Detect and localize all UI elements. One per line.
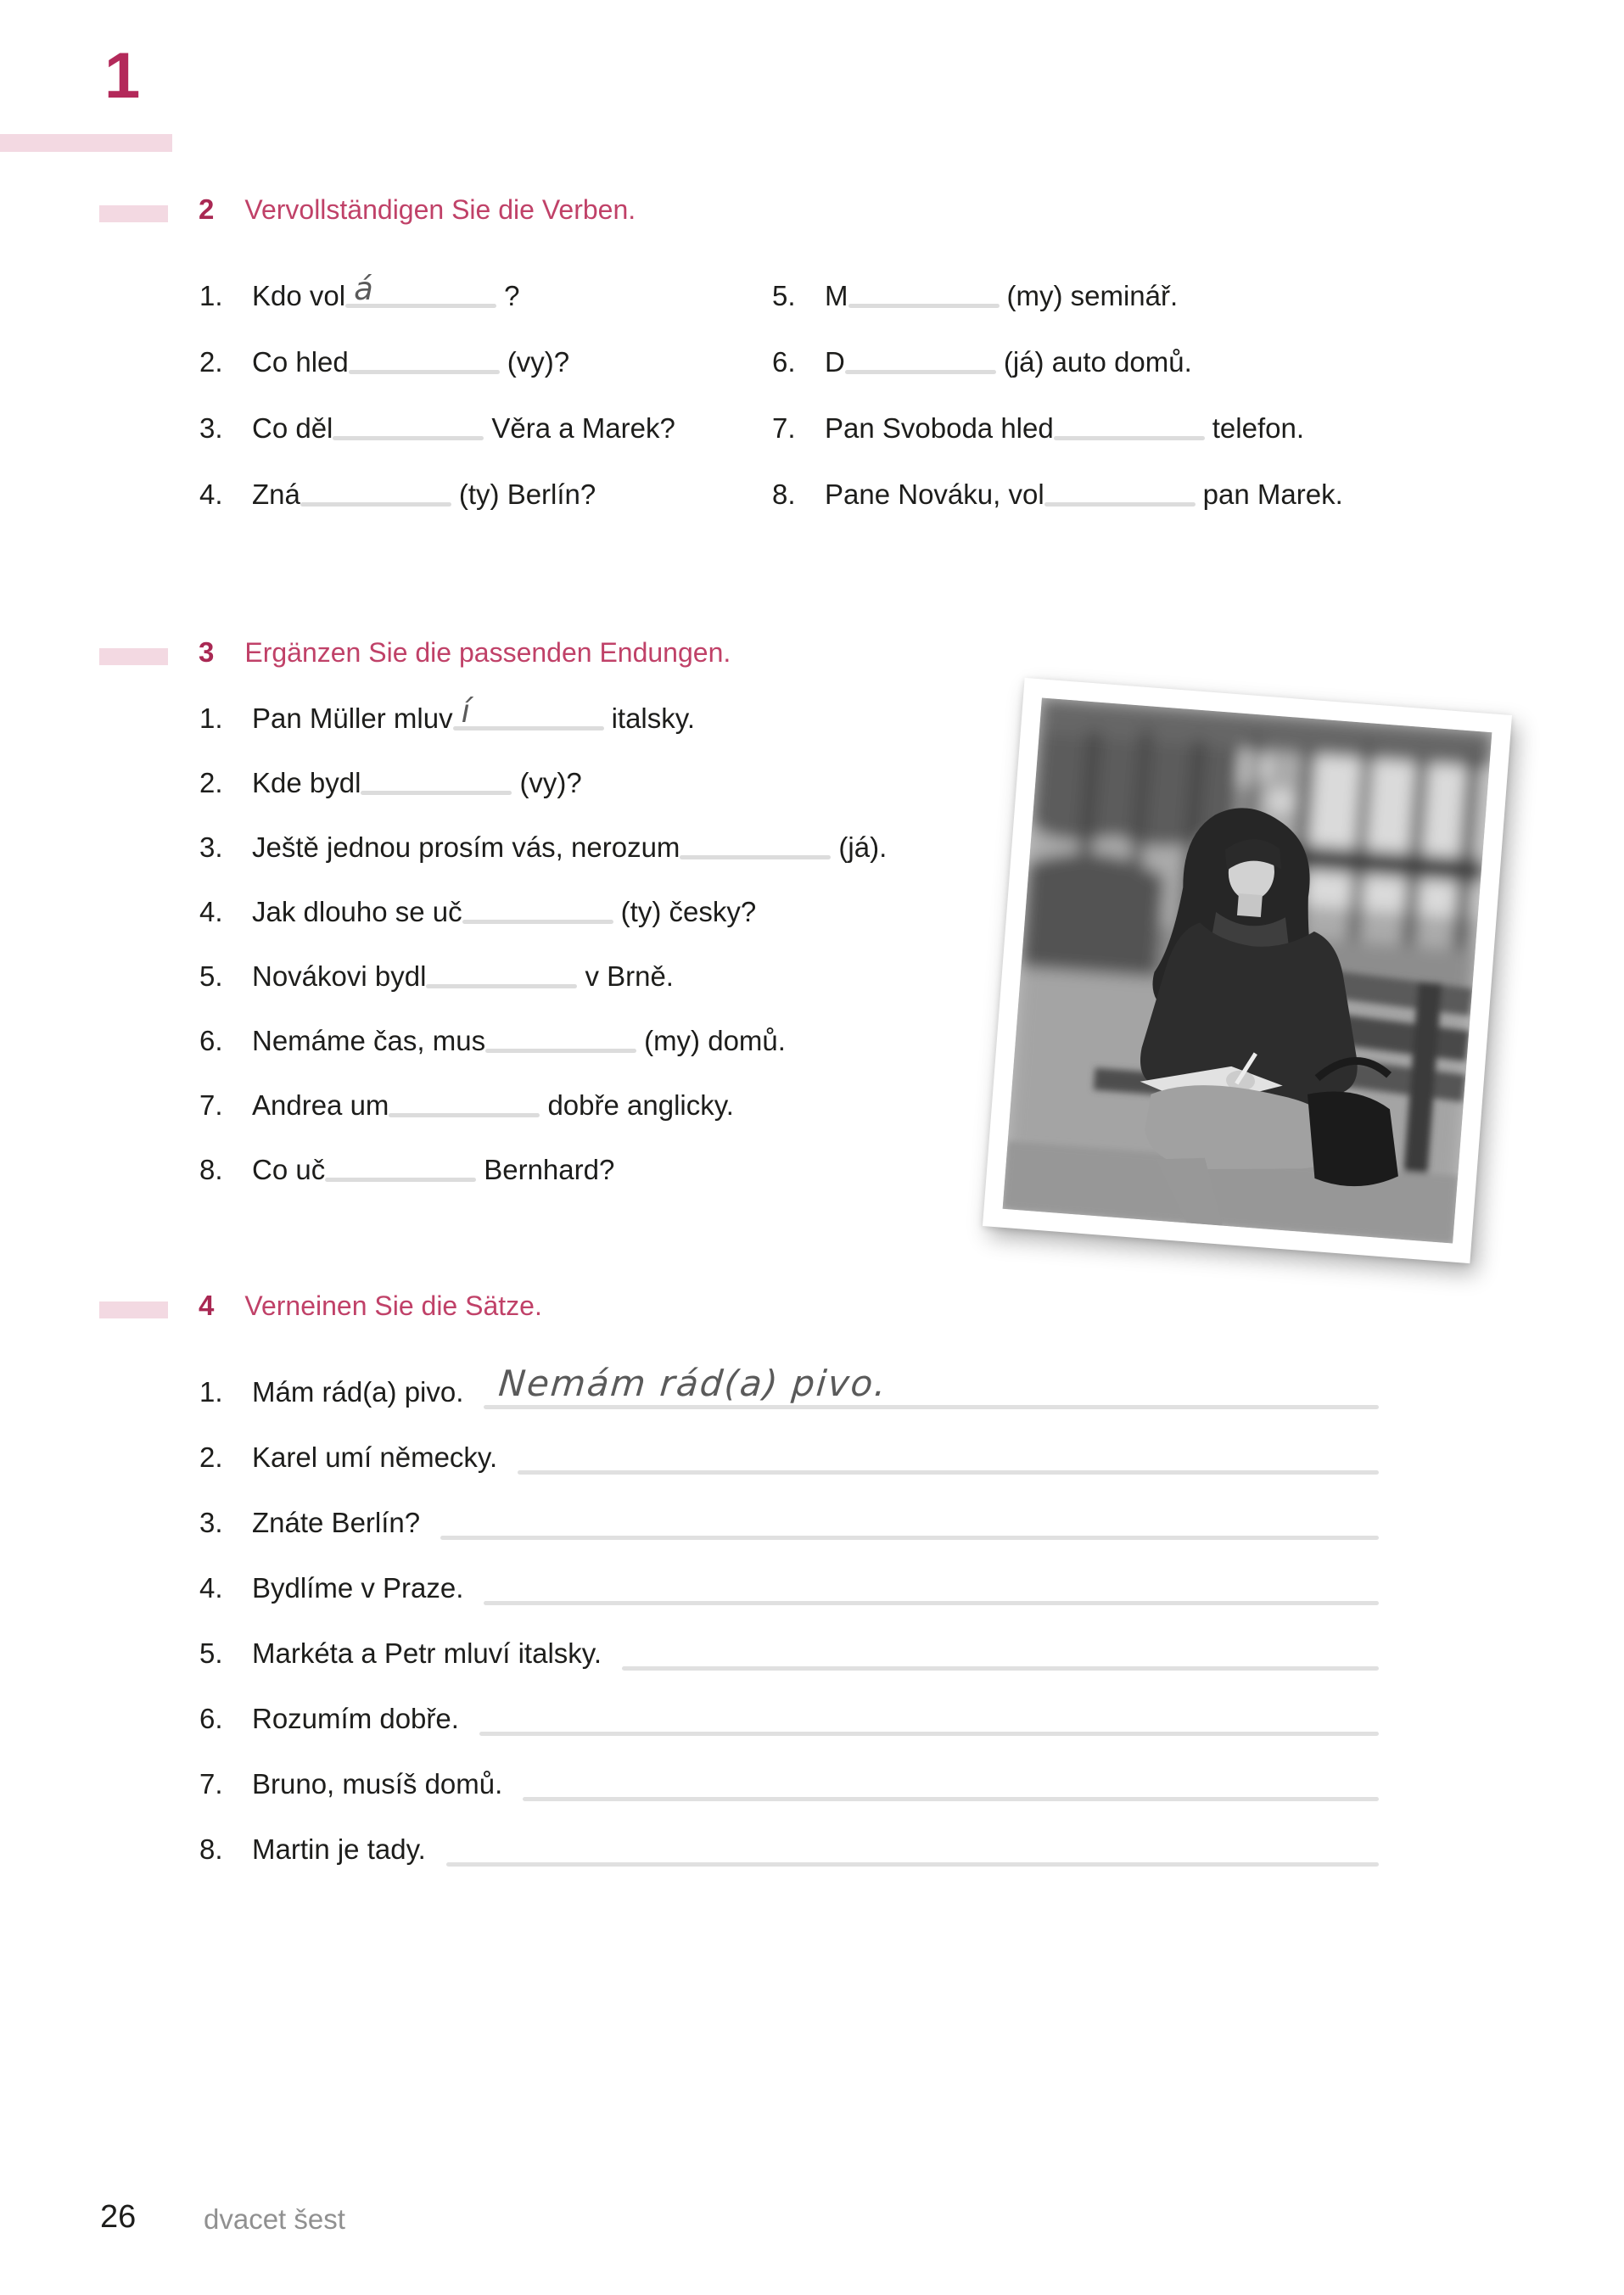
answer-blank[interactable] [361, 791, 512, 795]
item-text [825, 279, 1178, 313]
answer-line[interactable] [446, 1862, 1379, 1867]
item-text-post: pan Marek. [1202, 479, 1343, 510]
chapter-accent-bar [0, 134, 172, 152]
exercise-4-header [0, 1291, 542, 1320]
item-text-pre: Kde bydl [252, 767, 361, 798]
exercise-item [772, 478, 1451, 544]
item-text-post: v Brně. [585, 960, 674, 992]
exercise-item [199, 1441, 1379, 1506]
item-number: 8. [772, 479, 796, 510]
item-text-pre: Zná [252, 479, 300, 510]
item-text-post: telefon. [1212, 412, 1304, 444]
item-number: 7. [199, 1768, 223, 1800]
answer-line[interactable] [622, 1666, 1379, 1671]
item-number: 8. [199, 1154, 223, 1185]
answer-line[interactable] [440, 1536, 1379, 1540]
item-text: Znáte Berlín? [252, 1507, 421, 1538]
item-number: 6. [199, 1703, 223, 1734]
photo-woman-writing [983, 678, 1512, 1263]
answer-blank[interactable] [325, 1178, 476, 1182]
item-text-post: (já) auto domů. [1003, 346, 1192, 378]
exercise-item [199, 1153, 887, 1217]
handwritten-letter: á [354, 271, 373, 307]
item-text [252, 766, 582, 800]
item-text: Bydlíme v Praze. [252, 1572, 464, 1604]
item-number: 1. [199, 280, 223, 311]
item-number: 5. [772, 280, 796, 311]
answer-blank[interactable] [389, 1113, 540, 1117]
item-number: 8. [199, 1833, 223, 1865]
exercise-item [772, 279, 1451, 345]
item-text-pre: Kdo vol [252, 280, 346, 311]
item-text-post: ? [504, 280, 520, 311]
answer-line[interactable] [523, 1797, 1379, 1801]
item-number: 3. [199, 412, 223, 444]
item-number: 2. [199, 1441, 223, 1473]
answer-blank[interactable] [1044, 502, 1196, 507]
item-text [252, 960, 674, 994]
answer-line[interactable] [479, 1732, 1379, 1736]
exercise-3-header [0, 638, 731, 667]
item-text: Mám rád(a) pivo. [252, 1376, 464, 1408]
exercise-item [199, 478, 772, 544]
exercise-2-header [0, 195, 636, 224]
item-text-post: Bernhard? [484, 1154, 615, 1185]
exercise-4-items [199, 1363, 1379, 1898]
answer-line[interactable] [484, 1363, 1379, 1409]
exercise-3-items [199, 693, 888, 1217]
item-text-pre: Nemáme čas, mus [252, 1025, 486, 1056]
item-text-pre: Novákovi bydl [252, 960, 427, 992]
exercise-item [199, 693, 887, 766]
answer-blank[interactable] [426, 984, 577, 988]
exercise-title: Ergänzen Sie die passenden Endungen. [244, 636, 731, 668]
item-number: 4. [199, 896, 223, 927]
chapter-number: 1 [104, 40, 141, 112]
item-number: 5. [199, 960, 223, 992]
exercise-number: 2 [199, 193, 215, 225]
exercise-item [199, 1363, 1379, 1441]
item-text-pre: Pan Svoboda hled [825, 412, 1054, 444]
item-text-pre: Co uč [252, 1154, 326, 1185]
answer-blank[interactable] [485, 1049, 636, 1053]
item-text [252, 693, 695, 736]
exercise-item [199, 1833, 1379, 1898]
item-number: 2. [199, 767, 223, 798]
item-text-post: (my) domů. [644, 1025, 786, 1056]
exercise-title: Verneinen Sie die Sätze. [244, 1290, 542, 1321]
answer-blank[interactable] [349, 370, 500, 374]
item-text [825, 345, 1192, 379]
exercise-number: 3 [199, 636, 215, 668]
item-text [252, 1024, 786, 1058]
item-text: Markéta a Petr mluví italsky. [252, 1637, 602, 1669]
item-text-pre: Pane Nováku, vol [825, 479, 1044, 510]
item-text [252, 411, 675, 445]
item-number: 7. [199, 1089, 223, 1121]
item-number: 1. [199, 1376, 223, 1408]
answer-blank[interactable] [345, 271, 496, 308]
answer-line[interactable] [484, 1601, 1379, 1605]
item-text-post: (vy)? [507, 346, 570, 378]
page-number: 26 [100, 2199, 137, 2235]
exercise-item [199, 1571, 1379, 1637]
exercise-item [772, 345, 1451, 411]
exercise-item [199, 271, 772, 345]
item-text-post: (my) seminář. [1006, 280, 1179, 311]
item-text-pre: Andrea um [252, 1089, 389, 1121]
item-text [252, 831, 887, 865]
item-text-pre: Co děl [252, 412, 333, 444]
section-accent-bar [99, 648, 168, 665]
answer-blank[interactable] [680, 855, 831, 859]
exercise-title: Vervollständigen Sie die Verben. [244, 193, 636, 225]
item-text [252, 478, 596, 512]
exercise-number: 4 [199, 1290, 215, 1321]
photo-image [1003, 697, 1492, 1243]
item-number: 1. [199, 702, 223, 734]
item-number: 4. [199, 1572, 223, 1604]
exercise-item [199, 411, 772, 478]
exercise-item [199, 895, 887, 960]
handwritten-answer: Nemám rád(a) pivo. [497, 1363, 890, 1404]
item-text [252, 271, 520, 313]
item-number: 2. [199, 346, 223, 378]
answer-blank[interactable] [333, 436, 484, 440]
section-accent-bar [99, 1301, 168, 1318]
answer-blank[interactable] [300, 502, 451, 507]
item-number: 6. [199, 1025, 223, 1056]
item-text [825, 478, 1343, 512]
item-text-post: (ty) Berlín? [458, 479, 596, 510]
exercise-item [199, 1089, 887, 1153]
item-text-pre: Ještě jednou prosím vás, nerozum [252, 831, 680, 863]
exercise-item [199, 345, 772, 411]
item-text [825, 411, 1304, 445]
handwritten-letter: í [461, 693, 470, 730]
exercise-item [199, 831, 887, 895]
item-text-post: Věra a Marek? [491, 412, 675, 444]
item-text-pre: M [825, 280, 848, 311]
exercise-2-items [199, 271, 1451, 544]
item-number: 3. [199, 1507, 223, 1538]
answer-blank[interactable] [462, 920, 613, 924]
item-number: 6. [772, 346, 796, 378]
section-accent-bar [99, 205, 168, 222]
item-text-pre: Pan Müller mluv [252, 702, 453, 734]
item-text: Martin je tady. [252, 1833, 426, 1865]
item-number: 3. [199, 831, 223, 863]
exercise-item [199, 1702, 1379, 1767]
item-number: 7. [772, 412, 796, 444]
item-text [252, 895, 756, 929]
exercise-item [199, 1024, 887, 1089]
exercise-item [199, 766, 887, 831]
answer-line[interactable] [518, 1470, 1379, 1475]
item-text: Karel umí německy. [252, 1441, 498, 1473]
item-text-post: (vy)? [519, 767, 582, 798]
item-number: 5. [199, 1637, 223, 1669]
exercise-item [199, 1506, 1379, 1571]
item-number: 4. [199, 479, 223, 510]
answer-blank[interactable] [848, 304, 1000, 308]
exercise-item [772, 411, 1451, 478]
item-text: Bruno, musíš domů. [252, 1768, 503, 1800]
exercise-item [199, 960, 887, 1024]
item-text [252, 345, 569, 379]
item-text [252, 1153, 614, 1187]
item-text-pre: Co hled [252, 346, 349, 378]
exercise-item [199, 1767, 1379, 1833]
answer-blank[interactable] [845, 370, 996, 374]
item-text: Rozumím dobře. [252, 1703, 459, 1734]
item-text-pre: Jak dlouho se uč [252, 896, 462, 927]
item-text-post: (ty) česky? [620, 896, 757, 927]
item-text-post: (já). [838, 831, 888, 863]
exercise-item [199, 1637, 1379, 1702]
item-text-post: italsky. [611, 702, 695, 734]
item-text-post: dobře anglicky. [547, 1089, 734, 1121]
item-text [252, 1089, 734, 1122]
page-number-word: dvacet šest [204, 2203, 345, 2235]
answer-blank[interactable] [453, 693, 604, 730]
item-text-pre: D [825, 346, 845, 378]
answer-blank[interactable] [1054, 436, 1205, 440]
